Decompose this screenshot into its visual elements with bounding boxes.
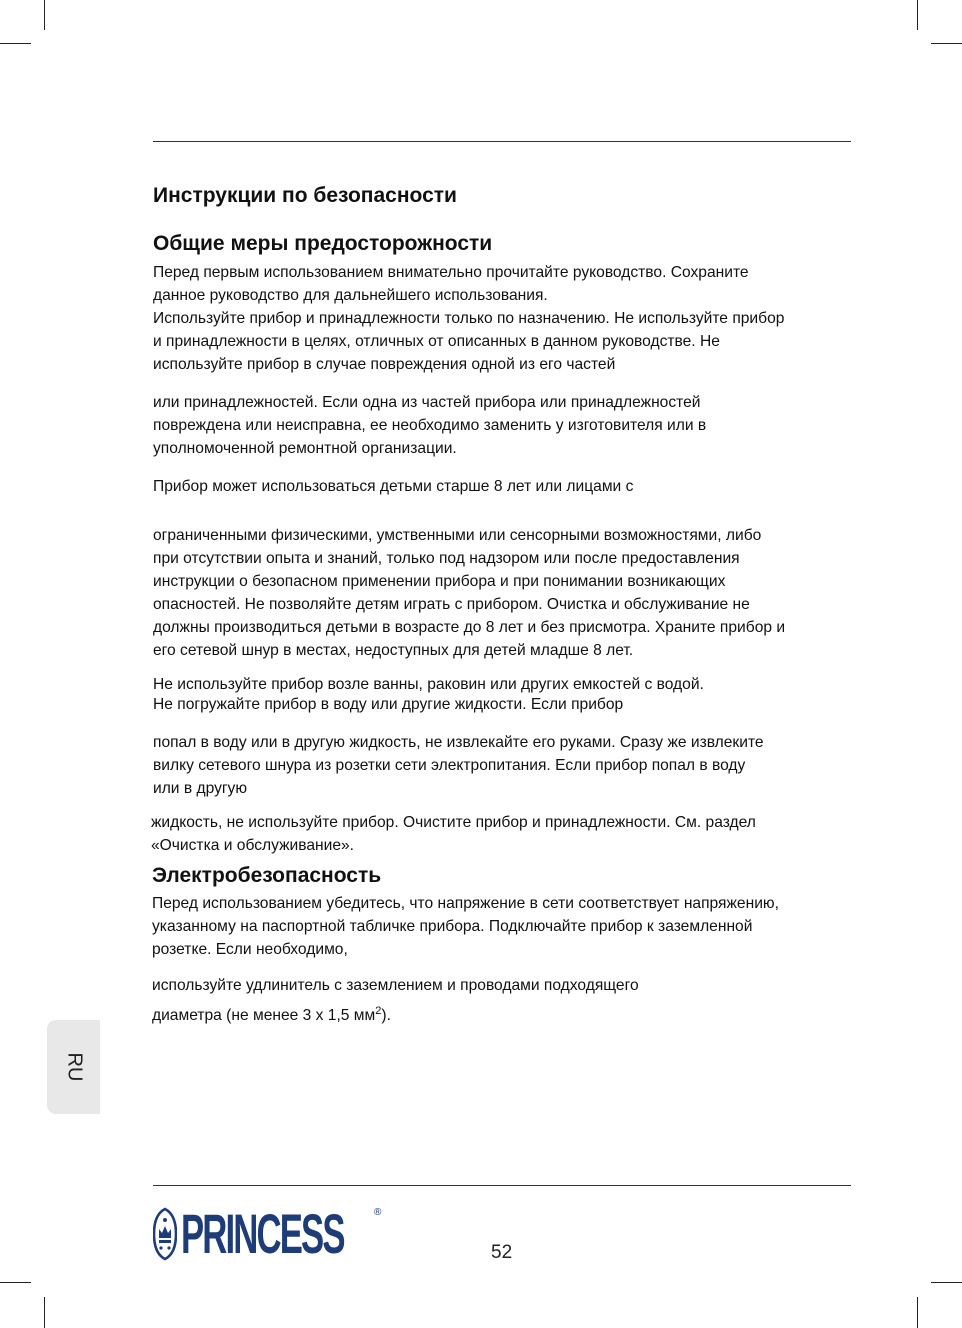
text-line: «Очистка и обслуживание». [151, 837, 355, 854]
text-span: ). [381, 1007, 391, 1024]
paragraph [153, 261, 784, 376]
text-line: Не используйте прибор возле ванны, раковин или других емкостей с водой. [153, 676, 704, 693]
top-rule [153, 141, 851, 142]
crop-mark [0, 43, 31, 44]
text-line: данное руководство для дальнейшего использования. [153, 287, 548, 304]
crop-mark [917, 1297, 918, 1328]
text-line: розетке. Если необходимо, [152, 941, 348, 958]
paragraph [153, 524, 785, 662]
text-line: ограниченными физическими, умственными или сенсорными возможностями, либо [153, 527, 762, 544]
text-line: уполномоченной ремонтной организации. [153, 440, 457, 457]
language-label: RU [63, 1052, 85, 1082]
text-line: используйте прибор в случае повреждения одной из его частей [153, 356, 616, 373]
subsection-title-electrical: Электробезопасность [152, 864, 382, 887]
text-line: жидкость, не используйте прибор. Очистите прибор и принадлежности. См. раздел [151, 814, 756, 831]
text-line: Используйте прибор и принадлежности только по назначению. Не используйте прибор [153, 310, 785, 327]
text-line: должны производиться детьми в возрасте до 8 лет и без присмотра. Храните прибор и [153, 619, 786, 636]
text-line: Не погружайте прибор в воду или другие жидкости. Если прибор [153, 696, 624, 713]
text-line: при отсутствии опыта и знаний, только под надзором или после предоставления [153, 550, 740, 567]
paragraph [153, 391, 706, 460]
text-line: или в другую [153, 780, 248, 797]
text-line: повреждена или неисправна, ее необходимо заменить у изготовителя или в [153, 417, 707, 434]
text-line [152, 1000, 639, 1027]
registered-mark: ® [374, 1207, 382, 1218]
text-line: вилку сетевого шнура из розетки сети электропитания. Если прибор попал в воду [153, 757, 746, 774]
text-line: указанному на паспортной табличке прибора. Подключайте прибор к заземленной [152, 918, 753, 935]
language-tab [47, 1020, 100, 1114]
brand-logo [153, 1203, 443, 1265]
paragraph [152, 974, 639, 1027]
paragraph [151, 811, 756, 857]
paragraph [153, 731, 764, 800]
subsection-title-general: Общие меры предосторожности [153, 232, 493, 255]
crop-mark [931, 43, 962, 44]
page-number: 52 [491, 1242, 513, 1263]
text-line: Перед первым использованием внимательно прочитайте руководство. Сохраните [153, 264, 749, 281]
paragraph [153, 475, 633, 498]
crown-shield-icon [153, 1207, 177, 1261]
paragraph [152, 892, 779, 961]
section-title: Инструкции по безопасности [153, 184, 457, 207]
text-line: Перед использованием убедитесь, что напряжение в сети соответствует напряжению, [152, 895, 779, 912]
paragraph [153, 675, 704, 715]
text-line: его сетевой шнур в местах, недоступных для детей младше 8 лет. [153, 642, 634, 659]
crop-mark [44, 1297, 45, 1328]
text-line: опасностей. Не позволяйте детям играть с прибором. Очистка и обслуживание не [153, 596, 750, 613]
crop-mark [931, 1282, 962, 1283]
text-line: инструкции о безопасном применении прибора и при понимании возникающих [153, 573, 726, 590]
text-line: или принадлежностей. Если одна из частей прибора или принадлежностей [153, 394, 701, 411]
text-span: диаметра (не менее 3 x 1,5 мм [152, 1007, 376, 1024]
text-line: используйте удлинитель с заземлением и проводами подходящего [152, 977, 639, 994]
crop-mark [0, 1282, 31, 1283]
bottom-rule [153, 1185, 851, 1186]
brand-wordmark: PRINCESS [181, 1202, 344, 1265]
text-line: и принадлежности в целях, отличных от описанных в данном руководстве. Не [153, 333, 720, 350]
crop-mark [917, 0, 918, 30]
text-line: Прибор может использоваться детьми старше 8 лет или лицами с [153, 478, 634, 495]
superscript: 2 [375, 1005, 382, 1017]
crop-mark [44, 0, 45, 30]
text-line: попал в воду или в другую жидкость, не извлекайте его руками. Сразу же извлеките [153, 734, 764, 751]
